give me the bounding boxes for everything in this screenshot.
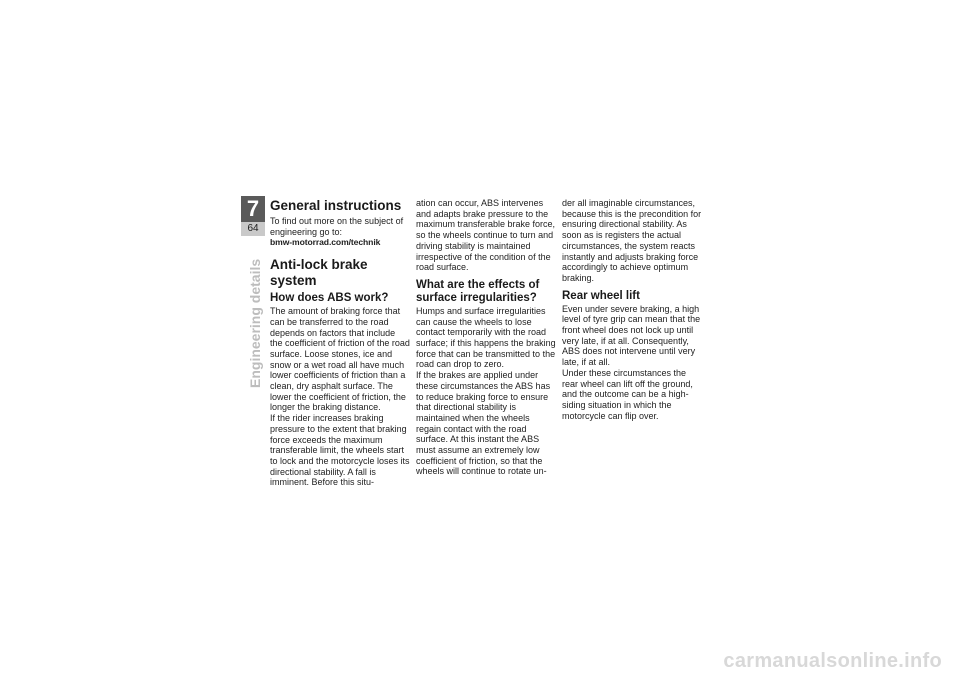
abs-continuation-text: ation can occur, ABS intervenes and adapts brake pressure to the maximum transferable brake force, so the wheels continue to turn and driving stability is maintained irrespective of the condition of the road surface.: [416, 198, 556, 273]
surface-continuation-text: der all imaginable circumstances, because this is the precondition for ensuring directional stability. As soon as is registers the actual circumstances, the system reacts instantly and adjusts braking force accordingly to achieve optimum braking.: [562, 198, 702, 283]
heading-rear-wheel-lift: Rear wheel lift: [562, 289, 640, 302]
heading-general-instructions: General instructions: [270, 198, 402, 213]
chapter-side-title: Engineering details: [247, 258, 263, 388]
general-instructions-text: To find out more on the subject of engineering go to:: [270, 216, 404, 237]
rear-wheel-paragraph-1: Even under severe braking, a high level of tyre grip can mean that the front wheel does not lock up until very late, if at all. Consequently, ABS does not intervene until very late, if at all.: [562, 303, 701, 368]
text-column-3: [562, 198, 702, 421]
chapter-number: 7: [246, 196, 260, 221]
heading-abs: Anti-lock brake system: [270, 257, 368, 289]
text-column-2: [416, 198, 556, 477]
page-number: 64: [241, 222, 265, 236]
surface-paragraph-2: If the brakes are applied under these circumstances the ABS has to reduce braking force to ensure that directional stability is maintained when the wheels regain contact with the road surface. At this instant the ABS must assume an extremely low coefficient of friction, so that the wheels will continue to rotate un-: [416, 370, 551, 477]
rear-wheel-paragraph-2: Under these circumstances the rear wheel can lift off the ground, and the outcome can be a high-siding situation in which the motorcycle can flip over.: [562, 367, 693, 421]
how-abs-paragraph-1: The amount of braking force that can be transferred to the road depends on factors that include the coefficient of friction of the road surface. Loose stones, ice and snow or a wet road all have much lower coefficients of friction than a clean, dry asphalt surface. The lower the coefficient of friction, the longer the braking distance.: [270, 306, 410, 413]
text-column-1: [270, 198, 410, 488]
surface-paragraph-1: Humps and surface irregularities can cause the wheels to lose contact temporarily with the road surface; if this happens the braking force that can be transmitted to the road can drop to zero.: [416, 305, 556, 370]
heading-surface-irregularities: What are the effects of surface irregularities?: [416, 278, 540, 304]
watermark-text: carmanualsonline.info: [723, 650, 942, 672]
engineering-url: bmw-motorrad.com/technik: [270, 237, 381, 248]
chapter-tab: [241, 196, 265, 236]
how-abs-paragraph-2: If the rider increases braking pressure to the extent that braking force exceeds the maximum transferable limit, the wheels start to lock and the motorcycle loses its directional stability. A fall is imminent. Before this situ-: [270, 413, 410, 488]
heading-how-abs-works: How does ABS work?: [270, 292, 389, 305]
